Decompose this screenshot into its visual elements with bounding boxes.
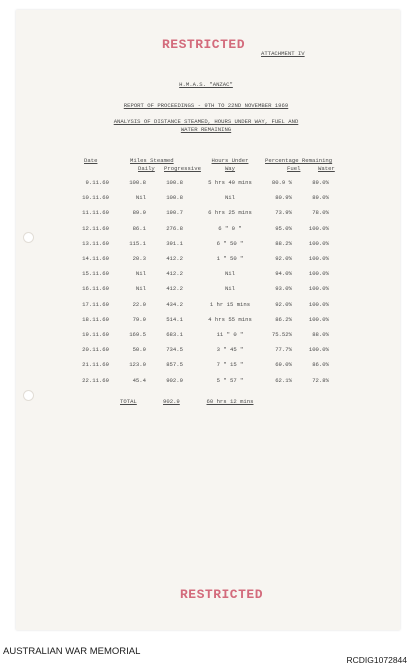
cell-water: 72.8%: [312, 376, 329, 384]
cell-hours: 5 " 57 ": [216, 376, 244, 384]
cell-progressive: 276.8: [166, 224, 183, 232]
cell-hours: Nil: [224, 270, 236, 278]
cell-fuel: 92.0%: [275, 255, 292, 262]
cell-hours: 1 hr 15 mins: [209, 300, 251, 308]
cell-water: 86.0%: [312, 361, 329, 369]
cell-water: 100.0%: [308, 255, 329, 262]
cell-hours: 7 " 15 ": [216, 361, 244, 369]
cell-fuel: 73.9%: [275, 209, 292, 217]
cell-daily: 20.3: [132, 255, 146, 262]
cell-progressive: 902.9: [166, 376, 183, 384]
cell-fuel: 77.7%: [275, 346, 292, 354]
cell-progressive: 412.2: [166, 270, 183, 278]
cell-water: 100.0%: [308, 239, 329, 247]
cell-progressive: 734.5: [166, 346, 183, 354]
header-miles: Miles Steamed: [130, 157, 174, 164]
cell-date: 13.11.69: [82, 239, 109, 247]
cell-progressive: 412.2: [166, 255, 183, 262]
cell-date: 14.11.69: [82, 255, 109, 262]
cell-daily: 86.1: [132, 224, 146, 232]
cell-hours: 1 " 50 ": [216, 255, 244, 262]
cell-fuel: 69.0%: [275, 361, 292, 369]
document-subtitle-2: WATER REMAINING: [180, 126, 232, 133]
punch-hole: [23, 390, 34, 401]
restricted-stamp-top: RESTRICTED: [162, 37, 246, 52]
cell-daily: 123.0: [129, 361, 146, 369]
total-progressive: 902.9: [163, 398, 180, 405]
cell-date: 17.11.69: [82, 300, 109, 308]
cell-fuel: 88.2%: [275, 239, 292, 247]
cell-date: 9.11.69: [85, 179, 109, 186]
cell-fuel: 80.9%: [275, 194, 292, 202]
cell-date: 15.11.69: [82, 270, 109, 278]
cell-progressive: 434.2: [166, 300, 183, 308]
header-hours-2: Way: [224, 165, 236, 172]
cell-water: 100.0%: [308, 300, 329, 308]
header-water: Water: [318, 165, 335, 172]
cell-fuel: 93.0%: [275, 285, 292, 293]
cell-progressive: 100.8: [166, 179, 183, 186]
cell-daily: 100.8: [129, 179, 146, 186]
cell-water: 100.0%: [308, 346, 329, 354]
cell-date: 19.11.69: [82, 331, 109, 338]
header-progressive: Progressive: [164, 165, 201, 172]
cell-water: 88.0%: [312, 331, 329, 338]
cell-hours: 6 hrs 25 mins: [208, 209, 252, 217]
cell-progressive: 857.5: [166, 361, 183, 369]
cell-fuel: 86.2%: [275, 315, 292, 323]
cell-hours: 3 " 45 ": [216, 346, 244, 354]
cell-water: 89.0%: [312, 194, 329, 202]
cell-fuel: 95.0%: [275, 224, 292, 232]
cell-hours: Nil: [224, 285, 236, 293]
cell-water: 89.0%: [312, 179, 329, 186]
cell-water: 100.0%: [308, 270, 329, 278]
header-percentage: Percentage Remaining: [265, 157, 333, 164]
total-hours: 60 hrs 12 mins: [206, 398, 254, 405]
cell-progressive: 514.1: [166, 315, 183, 323]
cell-water: 100.0%: [308, 315, 329, 323]
cell-daily: 115.1: [129, 239, 146, 247]
cell-date: 22.11.69: [82, 376, 109, 384]
cell-daily: 79.9: [132, 315, 146, 323]
footer-id: RCDIG1072844: [346, 655, 407, 665]
header-hours-1: Hours Under: [211, 157, 249, 164]
cell-date: 20.11.69: [82, 346, 109, 354]
document-title: REPORT OF PROCEEDINGS - 9TH TO 22ND NOVEMBER 1969: [123, 102, 289, 109]
cell-daily: Nil: [135, 194, 146, 202]
restricted-stamp-bottom: RESTRICTED: [180, 587, 264, 602]
cell-date: 21.11.69: [82, 361, 109, 369]
header-daily: Daily: [138, 165, 155, 172]
cell-daily: 22.0: [132, 300, 146, 308]
cell-date: 12.11.69: [82, 224, 109, 232]
cell-progressive: 683.1: [166, 331, 183, 338]
footer-bar: [0, 641, 412, 666]
cell-fuel: 92.0%: [275, 300, 292, 308]
cell-hours: 4 hrs 55 mins: [208, 315, 252, 323]
cell-hours: 6 " 0 ": [218, 224, 242, 232]
cell-fuel: 80.9 %: [271, 179, 292, 186]
header-date: Date: [84, 157, 98, 164]
total-label: TOTAL: [120, 398, 137, 405]
footer-credit: AUSTRALIAN WAR MEMORIAL: [3, 646, 141, 657]
cell-daily: 45.4: [132, 376, 146, 384]
cell-water: 78.0%: [312, 209, 329, 217]
header-fuel: Fuel: [287, 165, 301, 172]
cell-hours: 6 " 50 ": [216, 239, 244, 247]
cell-water: 100.0%: [308, 224, 329, 232]
cell-daily: Nil: [135, 285, 146, 293]
document-subtitle-1: ANALYSIS OF DISTANCE STEAMED, HOURS UNDER WAY, FUEL AND: [113, 118, 299, 125]
cell-fuel: 75.52%: [271, 331, 292, 338]
cell-hours: 5 hrs 40 mins: [208, 179, 252, 186]
cell-daily: 89.9: [132, 209, 146, 217]
cell-water: 100.0%: [308, 285, 329, 293]
cell-progressive: 391.1: [166, 239, 183, 247]
ship-name: H.M.A.S. "ANZAC": [179, 81, 233, 88]
cell-hours: Nil: [224, 194, 236, 202]
punch-hole: [23, 232, 34, 243]
cell-progressive: 412.2: [166, 285, 183, 293]
cell-daily: 50.9: [132, 346, 146, 354]
cell-date: 18.11.69: [82, 315, 109, 323]
attachment-label: ATTACHMENT IV: [261, 50, 305, 57]
cell-daily: 169.5: [129, 331, 146, 338]
cell-fuel: 94.0%: [275, 270, 292, 278]
cell-date: 11.11.69: [82, 209, 109, 217]
cell-progressive: 190.7: [166, 209, 183, 217]
cell-date: 10.11.69: [82, 194, 109, 202]
cell-progressive: 100.8: [166, 194, 183, 202]
cell-date: 16.11.69: [82, 285, 109, 293]
cell-hours: 11 " 0 ": [216, 331, 244, 338]
cell-fuel: 62.1%: [275, 376, 292, 384]
cell-daily: Nil: [135, 270, 146, 278]
